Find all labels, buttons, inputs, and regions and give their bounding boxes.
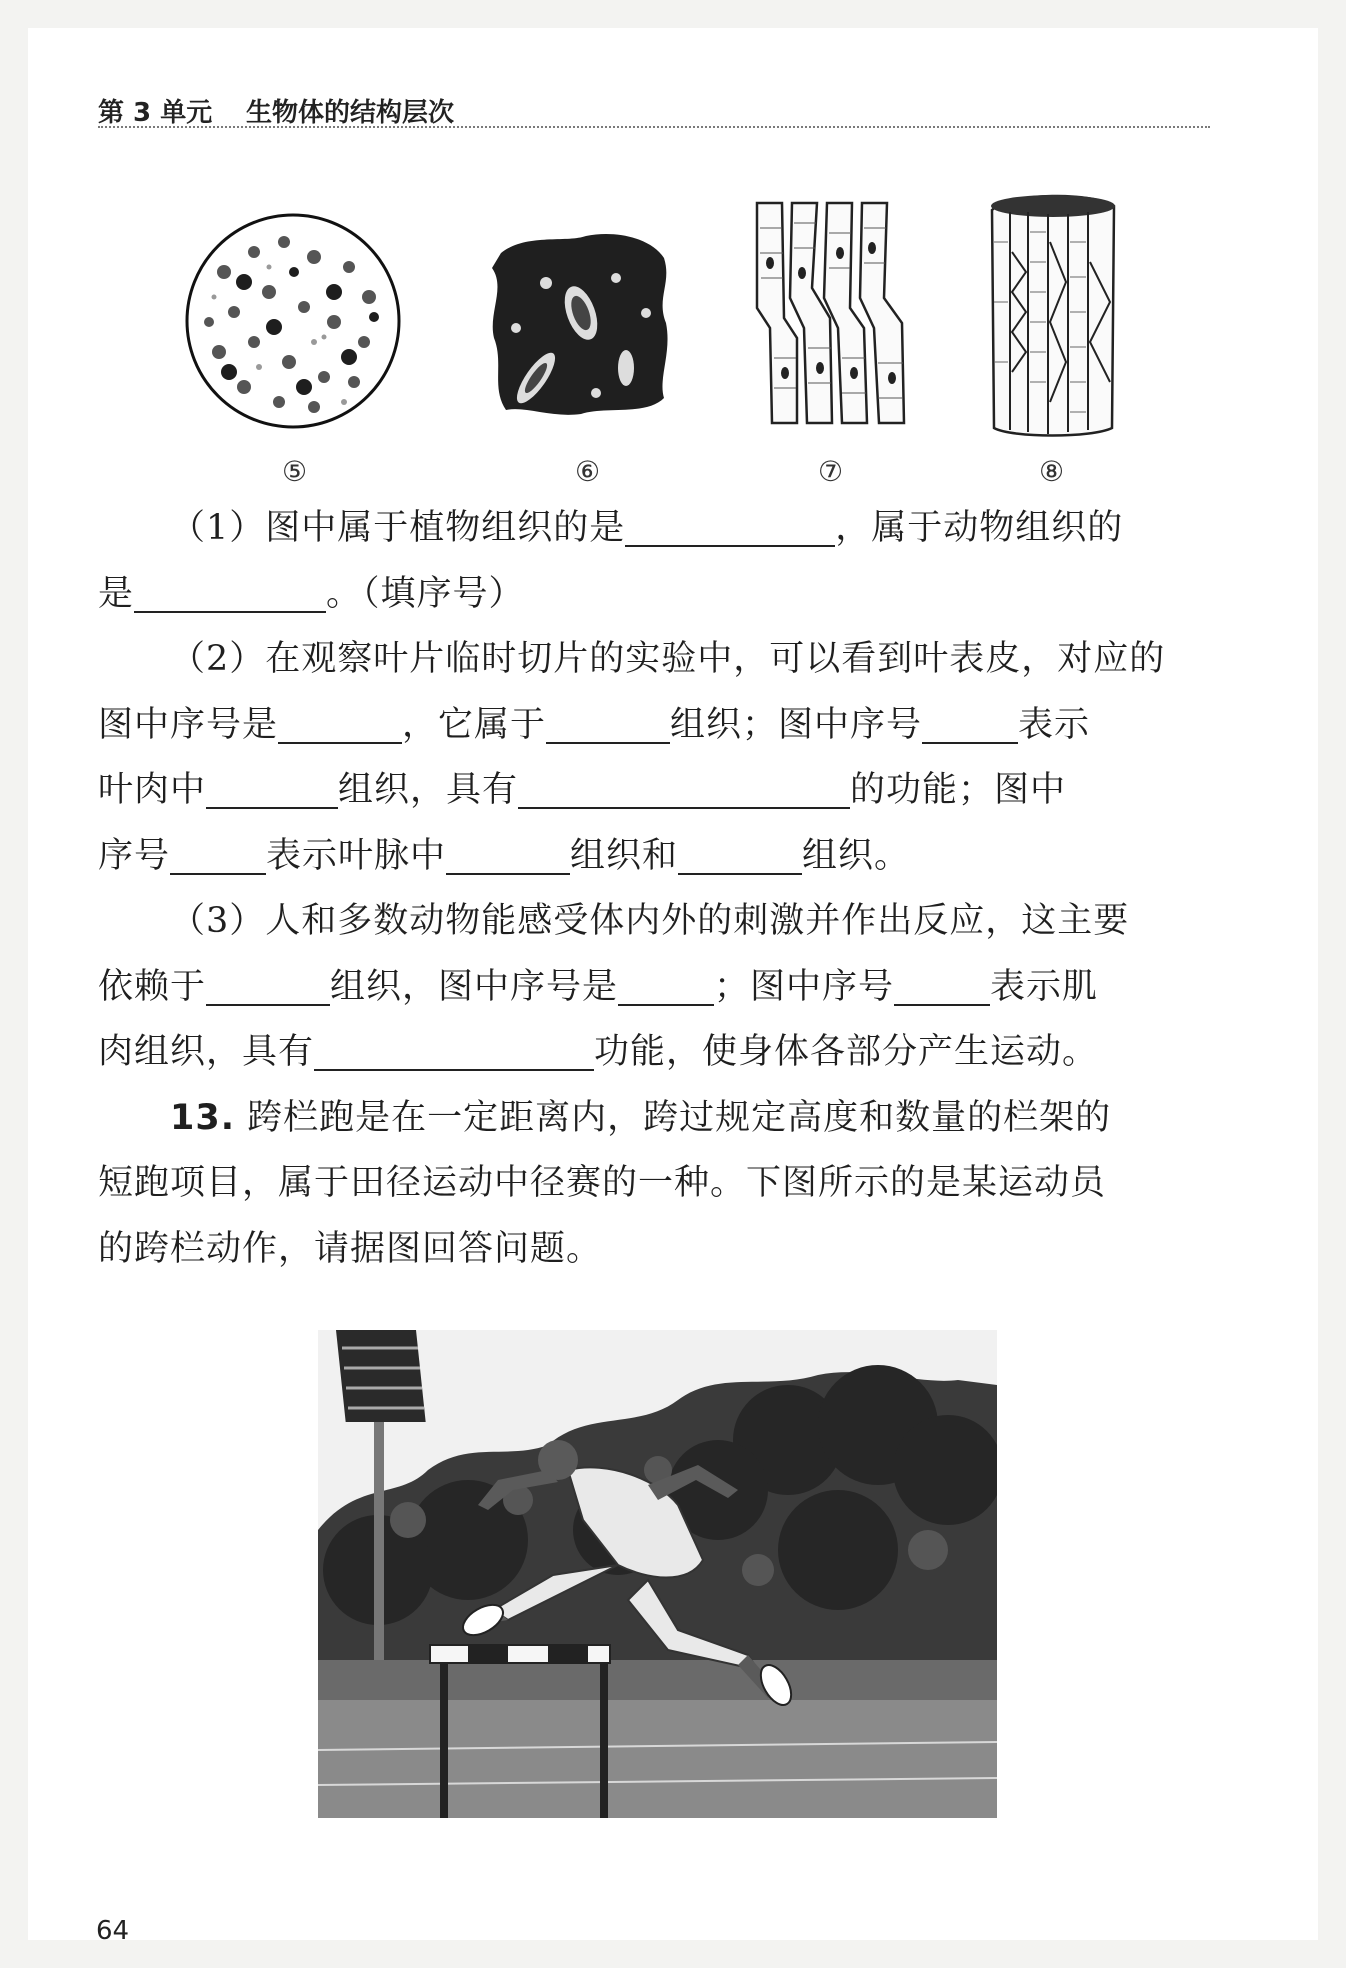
- unit-title: 生物体的结构层次: [246, 98, 455, 128]
- q12-p3-text-2d: 表示肌: [990, 966, 1099, 1007]
- answer-blank-nerve-tissue[interactable]: [206, 964, 330, 1006]
- q12-p1-text-b: ，属于动物组织的: [835, 508, 1124, 548]
- q12-p2-text-4a: 序号: [98, 835, 171, 876]
- q12-p1-line1: [98, 496, 1212, 562]
- q12-p2-line3: [98, 758, 1212, 824]
- unit-label: 第 3 单元: [98, 98, 213, 128]
- q12-p3-line2: [98, 955, 1212, 1021]
- q12-p3-line1: [98, 889, 1212, 955]
- page-number: 64: [96, 1916, 130, 1946]
- q12-p3-text-2c: ；图中序号: [714, 966, 895, 1007]
- figure-vascular-tissue: [982, 192, 1126, 440]
- answer-blank-epidermis-tissue[interactable]: [546, 702, 670, 744]
- q12-p2-text-2a: 图中序号是: [98, 704, 279, 745]
- answer-blank-vein-tissue-2[interactable]: [678, 833, 802, 875]
- answer-blank-vein-tissue-1[interactable]: [446, 833, 570, 875]
- q12-p3-line3: [98, 1020, 1212, 1086]
- q12-p1-text-a: （1）图中属于植物组织的是: [170, 508, 626, 548]
- answer-blank-mesophyll-function[interactable]: [518, 767, 850, 809]
- q12-p2-text-2b: ，它属于: [402, 704, 547, 745]
- q12-p2-text-1: （2）在观察叶片临时切片的实验中，可以看到叶表皮，对应的: [170, 639, 1166, 679]
- q12-p2-text-4c: 组织和: [570, 835, 679, 876]
- figure-dark-tissue: [486, 228, 672, 418]
- question-12-parts: [98, 496, 1212, 1282]
- q13-text-3: 的跨栏动作，请据图回答问题。: [98, 1228, 603, 1269]
- q13-line3: [98, 1217, 1212, 1283]
- q12-p3-text-1: （3）人和多数动物能感受体内外的刺激并作出反应，这主要: [170, 901, 1130, 941]
- q12-p1-text-c: 是: [98, 573, 135, 614]
- question-13-number: 13.: [170, 1097, 236, 1138]
- figure-cardiac-muscle: [752, 198, 912, 428]
- figure-blood-tissue: [184, 212, 402, 430]
- q12-p2-line1: [98, 627, 1212, 693]
- q12-p2-line2: [98, 693, 1212, 759]
- q12-p2-text-2c: 组织；图中序号: [670, 704, 923, 745]
- answer-blank-epidermis-number[interactable]: [278, 702, 402, 744]
- q12-p2-text-2d: 表示: [1018, 704, 1091, 745]
- q12-p2-text-4d: 组织。: [802, 835, 911, 876]
- q12-p2-text-3c: 的功能；图中: [850, 770, 1067, 810]
- hurdler-photo: [318, 1330, 997, 1818]
- figure-label-6: ⑥: [575, 455, 601, 488]
- answer-blank-muscle-function[interactable]: [314, 1029, 594, 1071]
- answer-blank-mesophyll-tissue[interactable]: [206, 767, 338, 809]
- q12-p2-text-3b: 组织，具有: [338, 770, 519, 810]
- figure-label-8: ⑧: [1039, 455, 1065, 488]
- figure-label-7: ⑦: [818, 455, 844, 488]
- answer-blank-animal-tissue[interactable]: [134, 571, 326, 613]
- page-header: [98, 92, 1210, 128]
- q12-p3-text-2a: 依赖于: [98, 966, 207, 1007]
- answer-blank-vein-number[interactable]: [170, 833, 266, 875]
- q12-p1-text-d: 。（填序号）: [326, 573, 525, 614]
- answer-blank-plant-tissue[interactable]: [625, 505, 835, 547]
- q13-line1: [98, 1086, 1212, 1152]
- q12-p2-text-3a: 叶肉中: [98, 770, 207, 810]
- q12-p2-text-4b: 表示叶脉中: [266, 835, 447, 876]
- q13-text-1: 跨栏跑是在一定距离内，跨过规定高度和数量的栏架的: [247, 1097, 1112, 1138]
- q12-p1-line2: [98, 562, 1212, 628]
- q13-text-2: 短跑项目，属于田径运动中径赛的一种。下图所示的是某运动员: [98, 1163, 1107, 1203]
- answer-blank-mesophyll-number[interactable]: [922, 702, 1018, 744]
- answer-blank-muscle-number[interactable]: [894, 964, 990, 1006]
- q12-p3-text-2b: 组织，图中序号是: [330, 966, 619, 1007]
- answer-blank-nerve-number[interactable]: [618, 964, 714, 1006]
- q12-p3-text-3a: 肉组织，具有: [98, 1032, 315, 1072]
- q12-p2-line4: [98, 824, 1212, 890]
- figure-label-5: ⑤: [282, 455, 308, 488]
- q12-p3-text-3b: 功能，使身体各部分产生运动。: [594, 1032, 1099, 1072]
- q13-line2: [98, 1151, 1212, 1217]
